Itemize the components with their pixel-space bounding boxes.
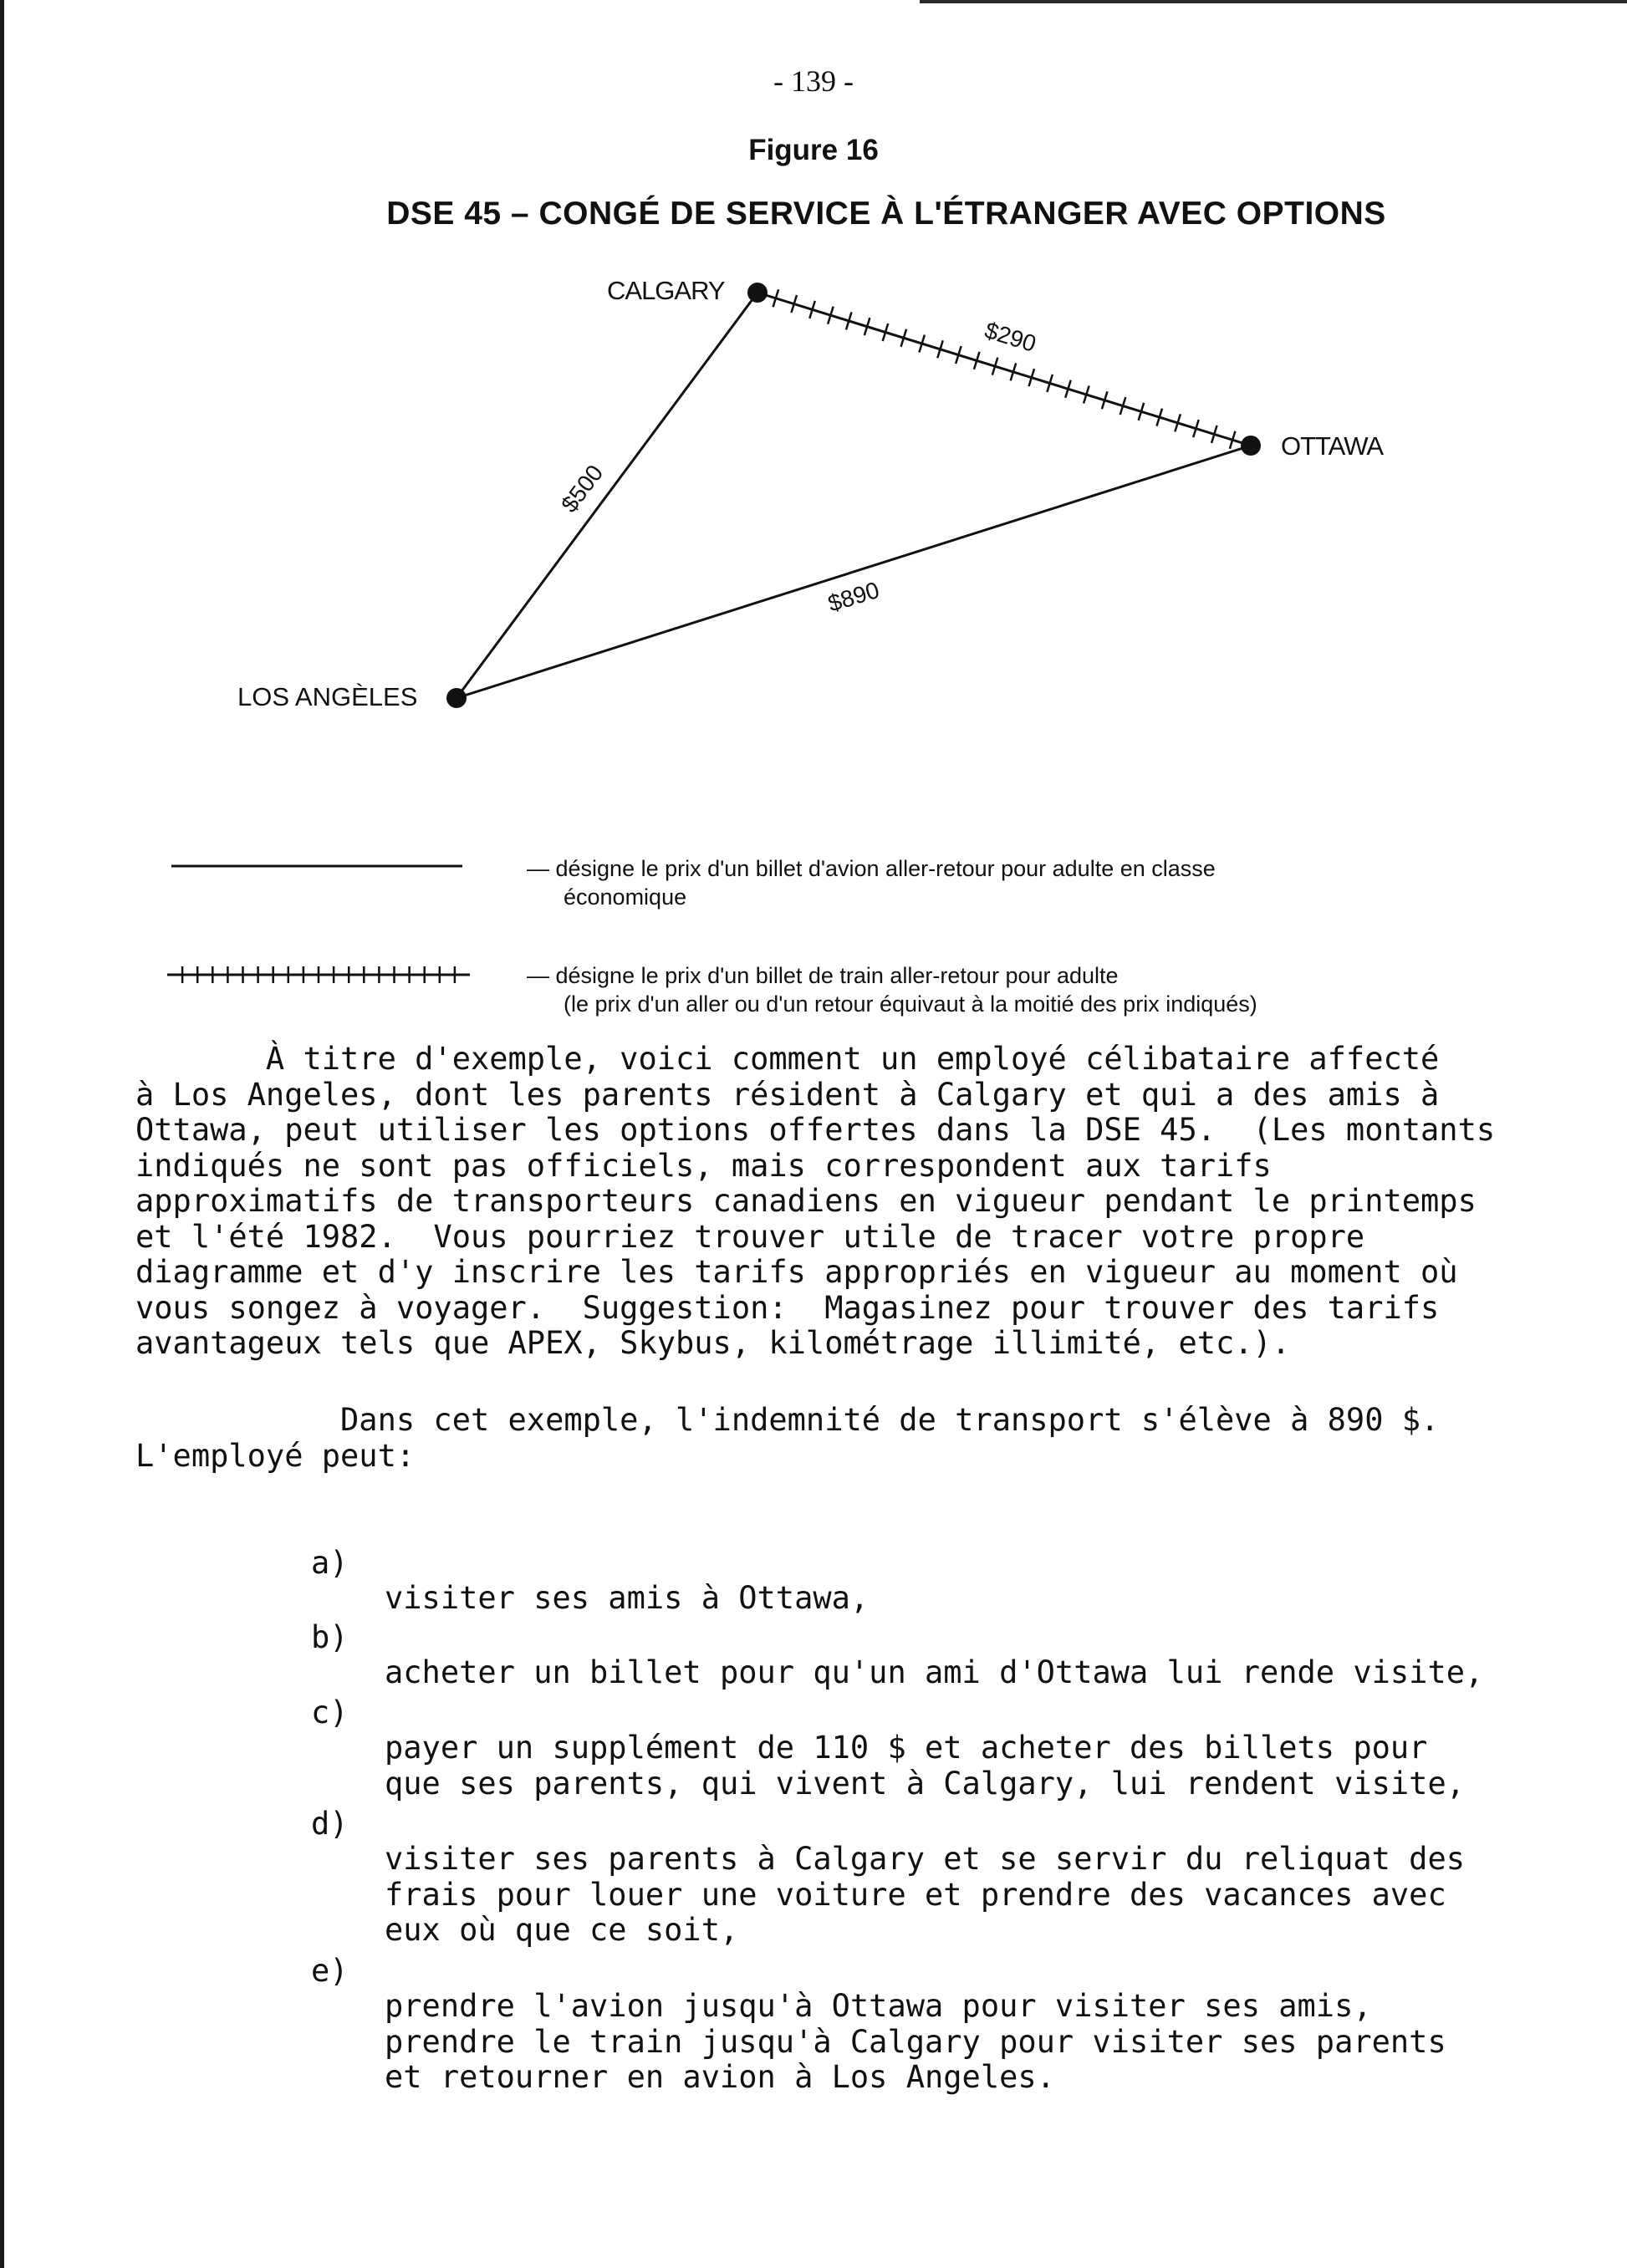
paragraph-indemnity: Dans cet exemple, l'indemnité de transport s'élève à 890 $. L'employé peut:: [135, 1402, 1440, 1474]
option-marker: c): [311, 1694, 349, 1730]
train-route-calgary-ottawa: [757, 289, 1251, 448]
price-label-train-290: $290: [982, 317, 1039, 357]
city-dot-los-angeles: [446, 688, 467, 708]
city-dot-calgary: [747, 283, 768, 303]
city-dot-ottawa: [1241, 436, 1261, 456]
legend-train-line2: (le prix d'un aller ou d'un retour équivaut à la moitié des prix indiqués): [564, 991, 1257, 1017]
page-number: - 139 -: [773, 64, 854, 98]
option-text: visiter ses amis à Ottawa,: [385, 1580, 870, 1616]
option-item-d: [0, 1771, 1466, 1948]
legend-train-description: [527, 961, 1257, 1018]
option-marker: e): [311, 1952, 349, 1989]
legend-air-line1: — désigne le prix d'un billet d'avion aller-retour pour adulte en classe: [527, 856, 1216, 881]
price-label-air-890: $890: [824, 576, 883, 617]
option-marker: a): [311, 1544, 349, 1581]
paragraph-example: À titre d'exemple, voici comment un employé célibataire affecté à Los Angeles, dont les parents résident à Calgary et qui a des amis à Ottawa, peut utiliser les options offertes dans la DSE 45. (Les montants indiqués ne sont pas officiels, mais correspondent aux tarifs approximatifs de transporteurs canadiens en vigueur pendant le printemps et l'été 1982. Vous pourriez trouver utile de tracer votre propre diagramme et d'y inscrire les tarifs appropriés en vigueur au moment où vous songez à voyager. Suggestion: Magasinez pour trouver des tarifs avantageux tels que APEX, Skybus, kilométrage illimité, etc.).: [135, 1041, 1496, 1361]
option-text: payer un supplément de 110 $ et acheter des billets pour que ses parents, qui vivent à Calgary, lui rendent visite,: [385, 1730, 1466, 1802]
option-text: prendre l'avion jusqu'à Ottawa pour visiter ses amis, prendre le train jusqu'à Calgary pour visiter ses parents et retourner en avion à Los Angeles.: [385, 1988, 1446, 2095]
city-label-los-angeles: LOS ANGÈLES: [237, 682, 418, 711]
option-marker: d): [311, 1805, 349, 1842]
legend-train-line: [167, 966, 470, 983]
city-label-calgary: CALGARY: [607, 276, 725, 305]
figure-title: DSE 45 – CONGÉ DE SERVICE À L'ÉTRANGER AVEC OPTIONS: [386, 196, 1386, 232]
option-text: acheter un billet pour qu'un ami d'Ottawa lui rende visite,: [385, 1654, 1484, 1690]
air-route-calgary-losangeles: [456, 293, 757, 698]
figure-label: Figure 16: [748, 134, 879, 166]
option-item-e: [0, 1918, 1446, 2095]
price-label-air-500: $500: [556, 460, 609, 517]
legend-train-line1: — désigne le prix d'un billet de train aller-retour pour adulte: [527, 963, 1119, 988]
legend-air-description: [527, 854, 1216, 911]
option-text: visiter ses parents à Calgary et se servir du reliquat des frais pour louer une voiture et prendre des vacances avec eux où que ce soit,: [385, 1841, 1466, 1948]
legend-air-line2: économique: [564, 884, 687, 910]
option-marker: b): [311, 1618, 349, 1655]
city-label-ottawa: OTTAWA: [1281, 431, 1383, 461]
